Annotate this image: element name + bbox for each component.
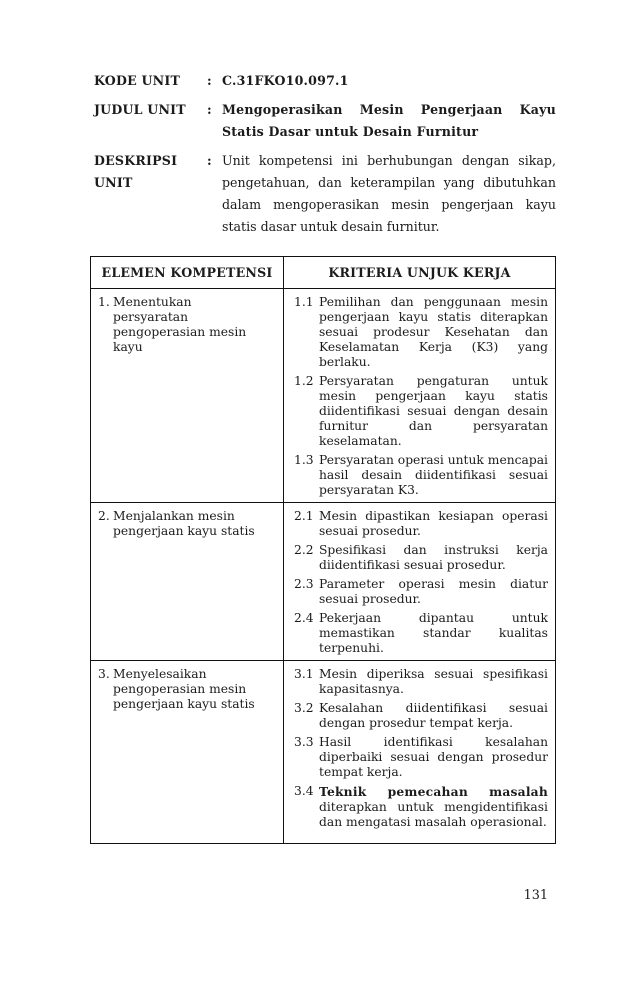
criteria-item [294,667,548,697]
criteria-cell [284,661,556,844]
field-label: KODE UNIT [94,73,181,88]
criteria-text: Mesin diperiksa sesuai spesifikasi kapasitasnya. [319,667,548,696]
competency-table-body [91,289,556,844]
header-field-kode-unit [94,70,556,92]
field-label: DESKRIPSI UNIT [94,153,178,190]
element-cell [91,289,284,503]
field-value: Unit kompetensi ini berhubungan dengan sikap, pengetahuan, dan keterampilan yang dibutuhkan dalam mengoperasikan mesin pengerjaan kayu statis dasar untuk desain furnitur. [222,153,556,234]
page-number: 131 [523,888,548,903]
competency-table [90,256,556,844]
criteria-text: Hasil identifikasi kesalahan diperbaiki sesuai dengan prosedur tempat kerja. [319,735,548,779]
criteria-item [294,374,548,449]
field-colon: : [207,102,212,117]
criteria-text: Kesalahan diidentifikasi sesuai dengan prosedur tempat kerja. [319,701,548,730]
criteria-item [294,735,548,780]
criteria-number: 2.1 [294,509,314,523]
criteria-item [294,453,548,498]
criteria-item [294,543,548,573]
field-value: Mengoperasikan Mesin Pengerjaan Kayu Statis Dasar untuk Desain Furnitur [222,102,556,139]
criteria-cell [284,503,556,661]
criteria-number: 3.2 [294,701,314,715]
element-number: 3. [98,667,110,681]
element-text: Menjalankan mesin pengerjaan kayu statis [113,509,255,538]
table-row [91,503,556,661]
field-value: C.31FKO10.097.1 [222,73,349,88]
criteria-number: 1.1 [294,295,314,309]
criteria-text: Mesin dipastikan kesiapan operasi sesuai prosedur. [319,509,548,538]
field-colon: : [207,153,212,168]
element-cell [91,503,284,661]
criteria-text: Teknik pemecahan masalah diterapkan untuk mengidentifikasi dan mengatasi masalah operasional. [319,784,548,829]
element-number: 2. [98,509,110,523]
header-field-judul-unit [94,99,556,143]
criteria-text: Spesifikasi dan instruksi kerja diidentifikasi sesuai prosedur. [319,543,548,572]
criteria-number: 1.3 [294,453,314,467]
table-row [91,661,556,844]
element-number: 1. [98,295,110,309]
criteria-number: 1.2 [294,374,314,388]
criteria-text: Parameter operasi mesin diatur sesuai prosedur. [319,577,548,606]
unit-header-block [94,70,556,245]
criteria-item [294,509,548,539]
criteria-item [294,784,548,830]
criteria-text: Persyaratan operasi untuk mencapai hasil desain diidentifikasi sesuai persyaratan K3. [319,453,548,497]
criteria-number: 3.3 [294,735,314,749]
criteria-cell [284,289,556,503]
header-field-deskripsi-unit [94,150,556,238]
element-cell [91,661,284,844]
criteria-number: 3.1 [294,667,314,681]
criteria-number: 3.4 [294,784,314,798]
element-text: Menyelesaikan pengoperasian mesin pengerjaan kayu statis [113,667,255,711]
column-header-kriteria-unjuk-kerja: KRITERIA UNJUK KERJA [284,257,556,289]
field-label: JUDUL UNIT [94,102,186,117]
criteria-item [294,611,548,656]
criteria-item [294,577,548,607]
criteria-text: Pemilihan dan penggunaan mesin pengerjaan kayu statis diterapkan sesuai prodesur Kesehatan dan Keselamatan Kerja (K3) yang berlaku. [319,295,548,369]
element-text: Menentukan persyaratan pengoperasian mesin kayu [113,295,247,354]
criteria-item [294,295,548,370]
criteria-bold-term: Teknik pemecahan masalah [319,784,548,799]
table-header-row [91,257,556,289]
criteria-number: 2.4 [294,611,314,625]
criteria-text: Pekerjaan dipantau untuk memastikan standar kualitas terpenuhi. [319,611,548,655]
column-header-elemen-kompetensi: ELEMEN KOMPETENSI [91,257,284,289]
table-row [91,289,556,503]
criteria-number: 2.2 [294,543,314,557]
criteria-item [294,701,548,731]
field-colon: : [207,73,212,88]
criteria-text: Persyaratan pengaturan untuk mesin pengerjaan kayu statis diidentifikasi sesuai dengan desain furnitur dan persyaratan keselamatan. [319,374,548,448]
criteria-number: 2.3 [294,577,314,591]
